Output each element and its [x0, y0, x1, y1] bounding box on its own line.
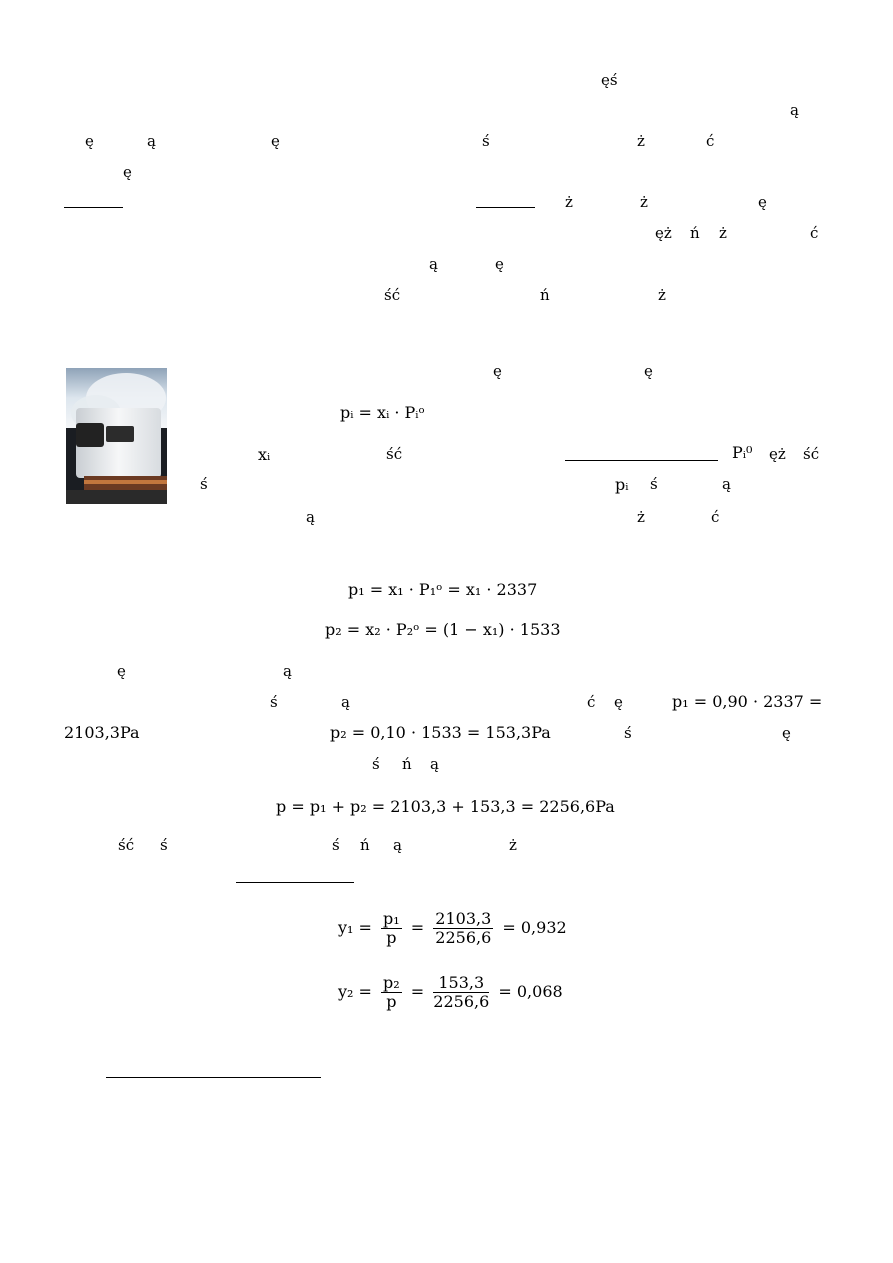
text-fragment: ą — [306, 508, 315, 526]
raoult-equation: pᵢ = xᵢ · Pᵢᵒ — [340, 403, 425, 422]
text-fragment: ą — [283, 662, 292, 680]
y1-numerator: p₁ — [383, 909, 400, 928]
text-fragment: ń — [402, 755, 412, 773]
text-fragment: ń — [540, 286, 550, 304]
text-fragment: ść — [386, 445, 403, 463]
p1-equation: p₁ = x₁ · P₁ᵒ = x₁ · 2337 — [348, 580, 538, 599]
underline-blank — [565, 460, 718, 461]
text-fragment: ś — [482, 132, 490, 150]
math-pi: pᵢ — [615, 475, 629, 494]
underline-blank — [236, 882, 354, 883]
text-fragment: ć — [810, 224, 819, 242]
text-fragment: ęś — [601, 71, 618, 89]
y2-numerator-value: 153,3 — [433, 974, 489, 993]
text-fragment: ć — [711, 508, 720, 526]
text-fragment: ę — [495, 255, 504, 273]
y2-equation — [338, 972, 563, 1012]
text-fragment: ą — [430, 755, 439, 773]
y2-result: = 0,068 — [498, 982, 563, 1001]
text-fragment: ęż — [655, 224, 672, 242]
pot-image — [66, 368, 167, 504]
underline-blank — [476, 207, 535, 208]
text-fragment: ś — [624, 724, 632, 742]
p1-calculation: p₁ = 0,90 · 2337 = — [672, 692, 823, 711]
y2-numerator: p₂ — [383, 973, 400, 992]
y2-denominator: p — [386, 992, 397, 1011]
text-fragment: ę — [123, 163, 132, 181]
p1-result: 2103,3Pa — [64, 723, 140, 742]
y1-denominator: p — [386, 928, 397, 947]
text-fragment: ą — [393, 836, 402, 854]
text-fragment: ż — [565, 193, 573, 211]
text-fragment: ę — [85, 132, 94, 150]
text-fragment: ń — [360, 836, 370, 854]
text-fragment: ę — [614, 693, 623, 711]
text-fragment: ż — [637, 508, 645, 526]
text-fragment: ś — [270, 693, 278, 711]
text-fragment: ęż — [769, 445, 786, 463]
p2-calculation: p₂ = 0,10 · 1533 = 153,3Pa — [330, 723, 551, 742]
y2-fraction-numeric — [433, 974, 489, 1011]
y1-equation — [338, 908, 567, 948]
text-fragment: ą — [147, 132, 156, 150]
text-fragment: ć — [706, 132, 715, 150]
text-fragment: ę — [782, 724, 791, 742]
y2-fraction-symbolic — [381, 974, 402, 1011]
text-fragment: ść — [803, 445, 820, 463]
text-fragment: ś — [372, 755, 380, 773]
underline-blank — [64, 207, 123, 208]
text-fragment: ś — [332, 836, 340, 854]
text-fragment: ę — [644, 362, 653, 380]
text-fragment: ż — [509, 836, 517, 854]
text-fragment: ę — [271, 132, 280, 150]
text-fragment: ę — [758, 193, 767, 211]
text-fragment: ś — [650, 475, 658, 493]
equals-sign: = — [410, 982, 425, 1001]
p2-equation: p₂ = x₂ · P₂ᵒ = (1 − x₁) · 1533 — [325, 620, 561, 639]
text-fragment: ę — [493, 362, 502, 380]
text-fragment: ą — [790, 101, 799, 119]
y1-numerator-value: 2103,3 — [435, 909, 492, 928]
text-fragment: ć — [587, 693, 596, 711]
underline-blank — [106, 1077, 321, 1078]
total-pressure-equation: p = p₁ + p₂ = 2103,3 + 153,3 = 2256,6Pa — [276, 797, 615, 816]
text-fragment: ż — [719, 224, 727, 242]
y1-denominator-value: 2256,6 — [435, 928, 492, 947]
text-fragment: ś — [200, 475, 208, 493]
text-fragment: ż — [637, 132, 645, 150]
text-fragment: ń — [690, 224, 700, 242]
text-fragment: ą — [722, 475, 731, 493]
y2-denominator-value: 2256,6 — [433, 992, 490, 1011]
text-fragment: ść — [118, 836, 135, 854]
text-fragment: ą — [429, 255, 438, 273]
y2-lhs: y₂ = — [338, 982, 372, 1001]
y1-result: = 0,932 — [502, 918, 567, 937]
text-fragment: ą — [341, 693, 350, 711]
text-fragment: ż — [640, 193, 648, 211]
text-fragment: ę — [117, 662, 126, 680]
boiling-pot-photo — [66, 368, 167, 504]
text-fragment: ść — [384, 286, 401, 304]
text-fragment: ż — [658, 286, 666, 304]
y1-fraction-numeric — [433, 910, 493, 947]
equals-sign: = — [410, 918, 425, 937]
y1-fraction-symbolic — [381, 910, 402, 947]
math-pio: Pᵢ⁰ — [732, 443, 753, 462]
math-xi: xᵢ — [258, 445, 271, 464]
text-fragment: ś — [160, 836, 168, 854]
y1-lhs: y₁ = — [338, 918, 372, 937]
